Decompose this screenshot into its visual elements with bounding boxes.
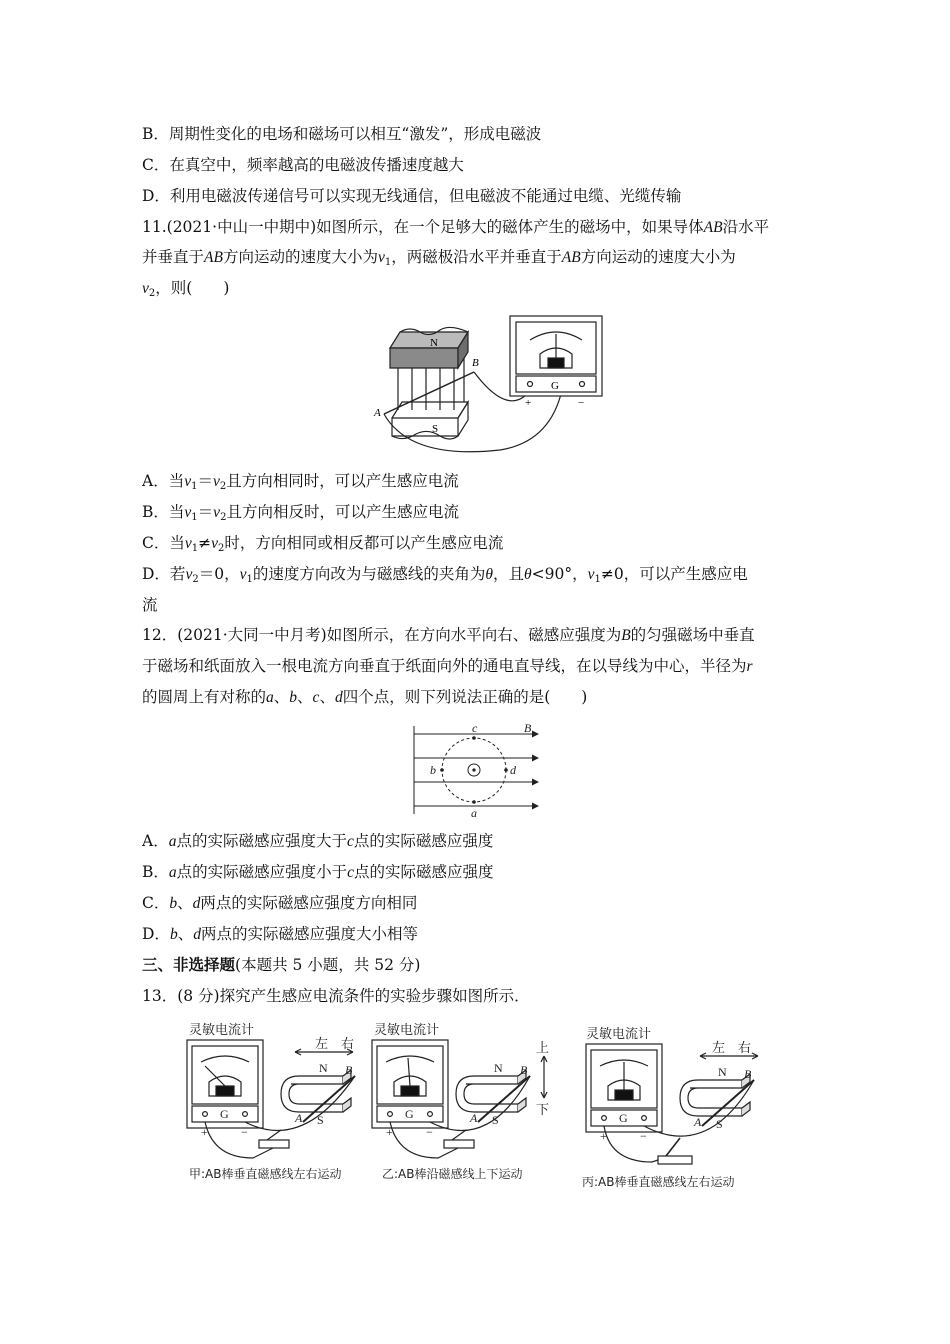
q13-yi-b: B [520,1063,528,1077]
q13-yi-n: N [494,1061,503,1075]
q12-fig-a: a [471,806,477,820]
q13-yi-down: 下 [536,1103,550,1118]
q13-caption-bing: 丙:AB棒垂直磁感线左右运动 [582,1175,735,1189]
q12-stem-line3: 的圆周上有对称的a、b、c、d四个点，则下列说法正确的是( ) [142,688,588,706]
q10-option-d: D．利用电磁波传递信号可以实现无线通信，但电磁波不能通过电缆、光缆传输 [142,187,682,205]
q11-fig-s: S [432,423,439,435]
q11-fig-b: B [472,357,479,369]
q11-stem-line3: $v_2$，则( ) [142,279,230,299]
q13-bing-s: S [716,1117,723,1131]
q11-option-d-cont: 流 [142,596,158,614]
q13-jia-minus: − [241,1125,248,1139]
section-three-heading: 三、非选择题(本题共 5 小题，共 52 分) [142,955,421,974]
q12-stem-line1: 12．(2021·大同一中月考)如图所示，在方向水平向右、磁感应强度为B的匀强磁场中垂直 [142,626,755,644]
q13-yi-a: A [470,1111,478,1125]
q13-bing-plus: + [600,1129,607,1143]
q13-stem: 13．(8 分)探究产生感应电流条件的实验步骤如图所示． [142,987,530,1005]
q12-fig-d: d [510,763,516,777]
q13-panel-jia [183,1018,373,1188]
q10-option-c: C．在真空中，频率越高的电磁波传播速度越大 [142,156,464,174]
q11-figure [370,310,610,460]
q13-yi-plus: + [386,1125,393,1139]
q13-bing-meter-label: 灵敏电流计 [586,1027,652,1042]
q13-bing-right: 右 [738,1041,752,1056]
q12-fig-field-b: B [524,721,532,735]
q11-fig-a: A [374,407,381,419]
q11-stem-line1: 11.(2021·中山一中期中)如图所示，在一个足够大的磁体产生的磁场中，如果导体AB沿水平 [142,218,770,236]
q12-option-d: D．b、d两点的实际磁感应强度大小相等 [142,925,418,943]
q13-bing-minus: − [640,1129,647,1143]
q13-jia-right: 右 [341,1037,355,1052]
q10-option-b: B．周期性变化的电场和磁场可以相互“激发”，形成电磁波 [142,125,542,143]
q13-caption-yi: 乙:AB棒沿磁感线上下运动 [382,1167,523,1181]
q11-fig-n: N [430,337,438,349]
q13-yi-meter-label: 灵敏电流计 [374,1023,440,1038]
q13-jia-left: 左 [315,1037,329,1052]
q11-option-d: D．若$v_2=0$，$v_1$的速度方向改为与磁感线的夹角为θ，且θ<90°，$v_1\ne 0$，可以产生感应电 [142,565,748,585]
q13-panel-bing [580,1022,780,1194]
q13-bing-n: N [718,1065,727,1079]
q13-jia-b: B [345,1063,353,1077]
q13-jia-s: S [317,1113,324,1127]
q12-stem-line2: 于磁场和纸面放入一根电流方向垂直于纸面向外的通电直导线，在以导线为中心，半径为r [142,657,753,675]
q13-yi-minus: − [426,1125,433,1139]
q13-jia-a: A [295,1111,303,1125]
q13-yi-up: 上 [536,1041,550,1056]
q12-figure [412,720,542,820]
q12-option-b: B．a点的实际磁感应强度小于c点的实际磁感应强度 [142,863,494,881]
q13-yi-s: S [492,1113,499,1127]
q13-bing-b: B [744,1067,752,1081]
q12-fig-c: c [472,721,478,735]
q13-yi-g: G [405,1107,414,1121]
q11-fig-plus: + [525,397,532,409]
q11-fig-minus: − [578,397,585,409]
q13-panel-yi [368,1018,558,1188]
q13-bing-a: A [694,1115,702,1129]
q13-jia-plus: + [201,1125,208,1139]
q13-jia-n: N [319,1061,328,1075]
q11-stem-line2: 并垂直于AB方向运动的速度大小为$v_1$，两磁极沿水平并垂直于AB方向运动的速度大小为 [142,248,736,268]
q13-jia-meter-label: 灵敏电流计 [189,1023,255,1038]
q11-option-a: A．当$v_1=v_2$且方向相同时，可以产生感应电流 [142,472,459,492]
q13-bing-left: 左 [712,1041,726,1056]
q12-option-a: A．a点的实际磁感应强度大于c点的实际磁感应强度 [142,832,494,850]
q12-fig-b: b [430,763,436,777]
q12-option-c: C．b、d两点的实际磁感应强度方向相同 [142,894,418,912]
q11-fig-g: G [551,380,559,392]
q13-bing-g: G [619,1111,628,1125]
q13-caption-jia: 甲:AB棒垂直磁感线左右运动 [189,1167,342,1181]
q11-option-c: C．当$v_1\ne v_2$时，方向相同或相反都可以产生感应电流 [142,534,504,554]
q13-jia-g: G [220,1107,229,1121]
q11-option-b: B．当$v_1=v_2$且方向相反时，可以产生感应电流 [142,503,459,523]
